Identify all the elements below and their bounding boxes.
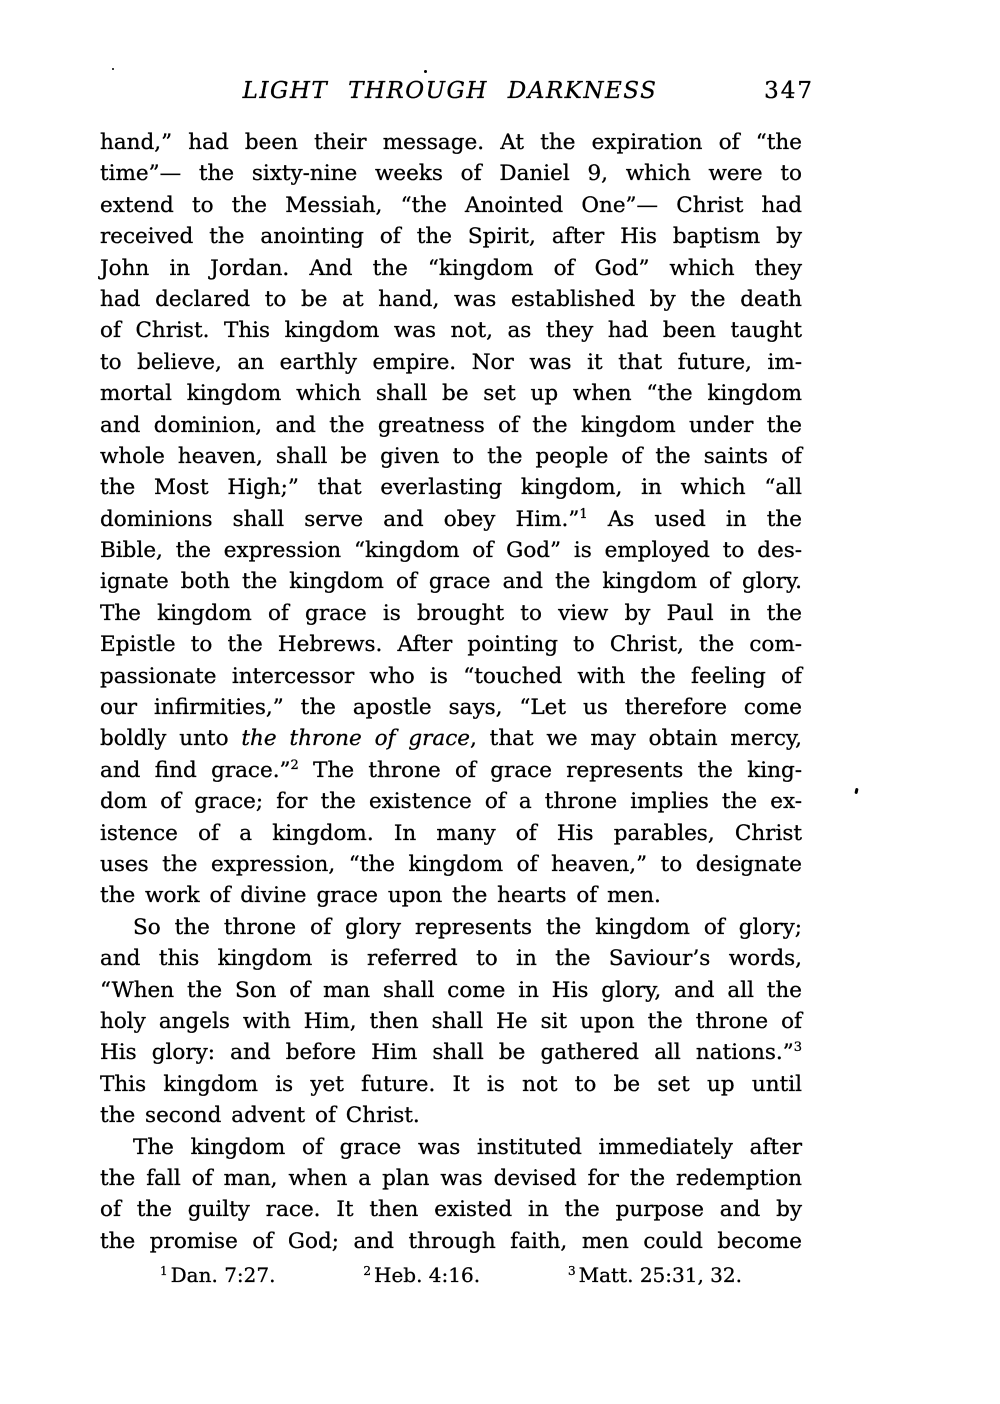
text-line xyxy=(100,849,802,880)
footnote-marker: 1 xyxy=(160,1264,168,1278)
text-segment: holy angels with Him, then shall He sit upon the throne of xyxy=(100,1008,802,1034)
scan-speck xyxy=(424,70,427,73)
text-segment: Epistle to the Hebrews. After pointing to Christ, the com- xyxy=(100,632,802,658)
text-segment: uses the expression, “the kingdom of heaven,” to designate xyxy=(100,851,802,877)
text-line xyxy=(100,158,802,189)
body-lines xyxy=(100,127,802,1257)
footnote-marker: 3 xyxy=(568,1264,576,1278)
text-line xyxy=(100,723,802,754)
text-segment: istence of a kingdom. In many of His parables, Christ xyxy=(100,820,802,846)
text-line xyxy=(100,661,802,692)
text-line xyxy=(100,629,802,660)
text-line xyxy=(100,253,802,284)
text-segment: the promise of God; and through faith, men could become xyxy=(100,1228,802,1254)
text-segment: , that we may obtain mercy, xyxy=(469,726,802,752)
text-line xyxy=(100,378,802,409)
text-line xyxy=(100,786,802,817)
text-line xyxy=(100,598,802,629)
text-line xyxy=(100,315,802,346)
text-segment: Bible, the expression “kingdom of God” is employed to des- xyxy=(100,538,802,564)
text-segment: our infirmities,” the apostle says, “Let us therefore come xyxy=(100,695,802,721)
text-segment: ignate both the kingdom of grace and the kingdom of glory. xyxy=(100,569,802,595)
text-segment: extend to the Messiah, “the Anointed One”— Christ had xyxy=(100,192,802,218)
text-segment: of the guilty race. It then existed in the purpose and by xyxy=(100,1197,802,1223)
text-line xyxy=(100,284,802,315)
text-line xyxy=(100,1194,802,1225)
text-line xyxy=(100,127,802,158)
text-segment: His glory: and before Him shall be gathered all nations.” xyxy=(100,1040,794,1066)
text-segment: mortal kingdom which shall be set up when “the kingdom xyxy=(100,381,802,407)
text-line xyxy=(100,566,802,597)
text-segment: the throne of grace xyxy=(241,726,470,752)
text-line xyxy=(100,975,802,1006)
text-segment: and this kingdom is referred to in the Saviour’s words, xyxy=(100,946,802,972)
text-line xyxy=(100,347,802,378)
text-line xyxy=(100,441,802,472)
text-segment: the work of divine grace upon the hearts of men. xyxy=(100,883,661,909)
text-segment: “When the Son of man shall come in His glory, and all the xyxy=(100,977,802,1003)
text-segment: the Most High;” that everlasting kingdom, in which “all xyxy=(100,475,802,501)
text-line xyxy=(100,190,802,221)
text-line xyxy=(100,1226,802,1257)
text-line xyxy=(100,535,802,566)
text-segment: The kingdom of grace is brought to view by Paul in the xyxy=(100,600,802,626)
text-line xyxy=(100,410,802,441)
text-segment: received the anointing of the Spirit, after His baptism by xyxy=(100,224,802,250)
text-segment: the second advent of Christ. xyxy=(100,1103,420,1129)
footnote-marker: 2 xyxy=(363,1264,372,1278)
text-segment: boldly unto xyxy=(100,726,242,752)
footnote: $^1$ Dan. 7:27. xyxy=(160,1263,276,1287)
text-line xyxy=(100,818,802,849)
text-segment: John in Jordan. And the “kingdom of God” which they xyxy=(100,255,802,281)
text-line xyxy=(100,880,802,911)
text-line xyxy=(100,504,802,535)
text-segment: The throne of grace represents the king- xyxy=(298,757,802,783)
text-line xyxy=(100,943,802,974)
scan-speck xyxy=(854,788,858,794)
text-line xyxy=(100,221,802,252)
text-segment: and dominion, and the greatness of the kingdom under the xyxy=(100,412,802,438)
footnote: $^3$ Matt. 25:31, 32. xyxy=(568,1263,742,1287)
running-title: LIGHT THROUGH DARKNESS xyxy=(242,78,658,104)
page-header xyxy=(100,78,814,104)
page-number: 347 xyxy=(764,78,814,104)
text-line xyxy=(100,692,802,723)
text-segment: The kingdom of grace was instituted immediately after xyxy=(133,1134,802,1160)
scan-speck xyxy=(112,68,114,70)
footnote-reference: 1 xyxy=(579,506,588,522)
text-line xyxy=(100,1132,802,1163)
footnotes xyxy=(160,1263,742,1287)
text-segment: dominions shall serve and obey Him.” xyxy=(100,506,580,532)
text-segment: dom of grace; for the existence of a throne implies the ex- xyxy=(100,789,802,815)
text-line xyxy=(100,1006,802,1037)
footnote-reference: 3 xyxy=(793,1040,802,1056)
text-line xyxy=(100,1037,802,1068)
footnote-reference: 2 xyxy=(290,757,299,773)
text-segment: to believe, an earthly empire. Nor was it that future, im- xyxy=(100,349,802,375)
text-segment: As used in the xyxy=(587,506,802,532)
text-segment: So the throne of glory represents the kingdom of glory; xyxy=(133,914,802,940)
text-line xyxy=(100,1069,802,1100)
text-segment: passionate intercessor who is “touched with the feeling of xyxy=(100,663,802,689)
text-segment: the fall of man, when a plan was devised for the redemption xyxy=(100,1165,802,1191)
text-line xyxy=(100,1100,802,1131)
text-segment: of Christ. This kingdom was not, as they had been taught xyxy=(100,318,802,344)
text-line xyxy=(100,755,802,786)
text-segment: whole heaven, shall be given to the people of the saints of xyxy=(100,443,802,469)
text-line xyxy=(100,1163,802,1194)
text-segment: had declared to be at hand, was established by the death xyxy=(100,286,802,312)
text-line xyxy=(100,472,802,503)
text-segment: This kingdom is yet future. It is not to be set up until xyxy=(100,1071,802,1097)
text-segment: time”— the sixty-nine weeks of Daniel 9, which were to xyxy=(100,161,802,187)
footnote: $^2$ Heb. 4:16. xyxy=(363,1263,481,1287)
text-segment: and find grace.” xyxy=(100,757,291,783)
text-segment: hand,” had been their message. At the expiration of “the xyxy=(100,130,802,155)
text-line xyxy=(100,912,802,943)
